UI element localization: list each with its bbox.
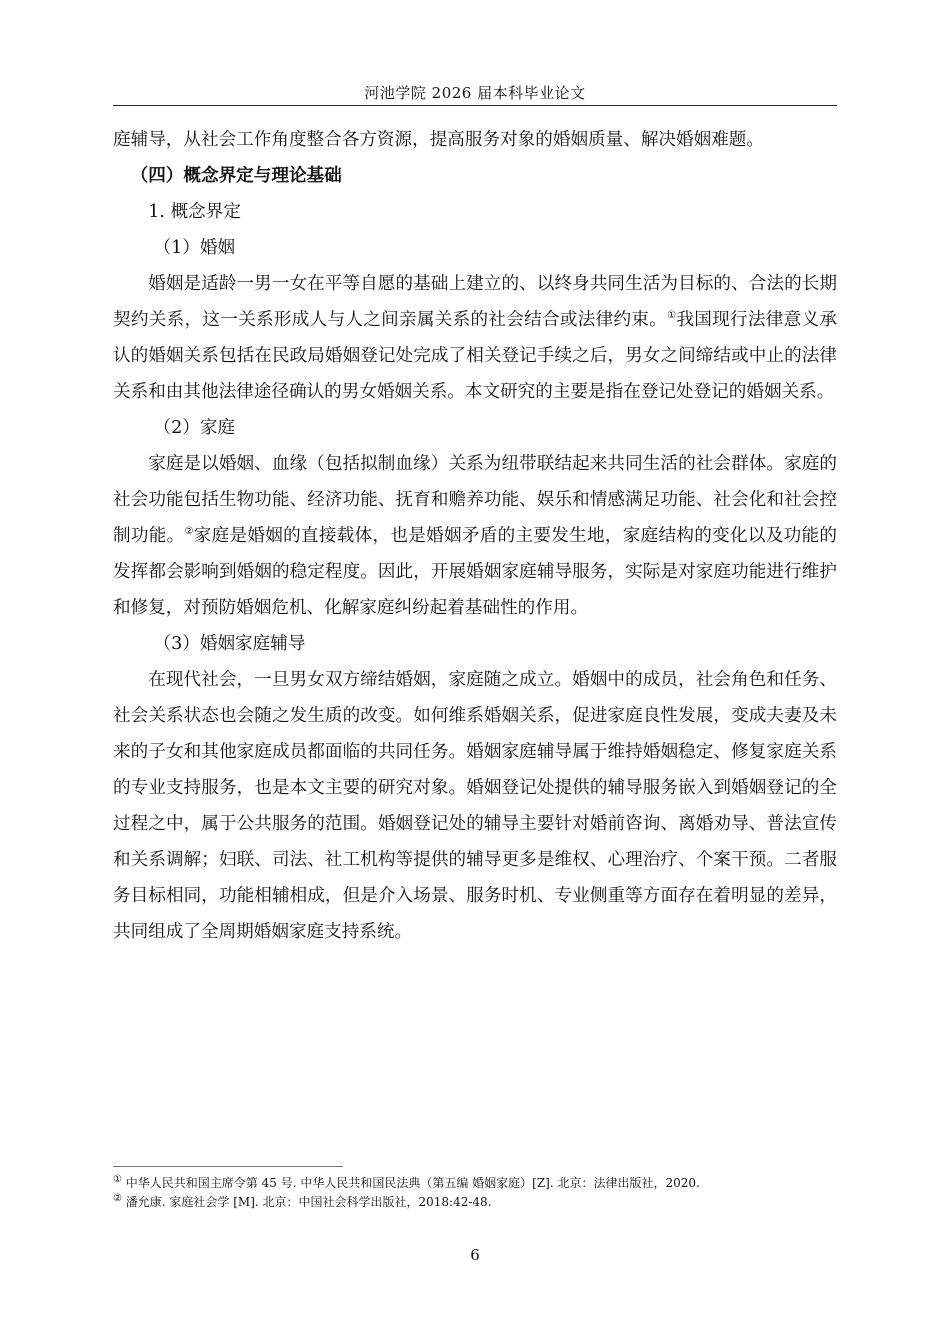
concept-heading-family: （2）家庭 bbox=[153, 418, 236, 438]
footnote-ref-1[interactable]: ① bbox=[667, 310, 677, 322]
section-heading: （四）概念界定与理论基础 bbox=[130, 165, 342, 186]
paragraph-family-part1: 家庭是以婚姻、血缘（包括拟制血缘）关系为纽带联结起来共同生活的社会群体。家庭的社会功能包括生物功能、经济功能、抚育和赡养功能、娱乐和情感满足功能、社会化和社会控制功能。 bbox=[113, 454, 837, 546]
paragraph-family bbox=[113, 446, 837, 626]
footnote-item bbox=[113, 1193, 837, 1212]
running-header: 河池学院 2026 届本科毕业论文 bbox=[364, 84, 586, 102]
footnote-text: 中华人民共和国主席令第 45 号. 中华人民共和国民法典（第五编 婚姻家庭）[Z]. 北京：法律出版社，2020. bbox=[125, 1176, 700, 1190]
footnote-text: 潘允康. 家庭社会学 [M]. 北京：中国社会科学出版社，2018:42-48. bbox=[125, 1195, 492, 1209]
paragraph-family-part2: 家庭是婚姻的直接载体，也是婚姻矛盾的主要发生地，家庭结构的变化以及功能的发挥都会影响到婚姻的稳定程度。因此，开展婚姻家庭辅导服务，实际是对家庭功能进行维护和修复，对预防婚姻危机、化解家庭纠纷起着基础性的作用。 bbox=[113, 526, 837, 618]
page-number: 6 bbox=[470, 1246, 480, 1264]
document-page bbox=[113, 0, 837, 1344]
paragraph-marriage-part2: 我国现行法律意义承认的婚姻关系包括在民政局婚姻登记处完成了相关登记手续之后，男女之间缔结或中止的法律关系和由其他法律途径确认的男女婚姻关系。本文研究的主要是指在登记处登记的婚姻关系。 bbox=[113, 310, 837, 402]
paragraph-marriage-part1: 婚姻是适龄一男一女在平等自愿的基础上建立的、以终身共同生活为目标的、合法的长期契约关系，这一关系形成人与人之间亲属关系的社会结合或法律约束。 bbox=[113, 274, 837, 330]
body-text bbox=[113, 122, 837, 950]
header-rule bbox=[113, 105, 837, 106]
paragraph-marriage bbox=[113, 266, 837, 410]
footnote-mark: ② bbox=[113, 1193, 122, 1204]
concept-heading-counseling: （3）婚姻家庭辅导 bbox=[153, 634, 306, 654]
footnotes bbox=[113, 1174, 837, 1212]
concept-heading-marriage: （1）婚姻 bbox=[153, 238, 236, 258]
footnote-mark: ① bbox=[113, 1174, 122, 1185]
footnote-rule bbox=[113, 1166, 343, 1167]
paragraph-counseling: 在现代社会，一旦男女双方缔结婚姻，家庭随之成立。婚姻中的成员，社会角色和任务、社会关系状态也会随之发生质的改变。如何维系婚姻关系，促进家庭良性发展，变成夫妻及未来的子女和其他家庭成员都面临的共同任务。婚姻家庭辅导属于维持婚姻稳定、修复家庭关系的专业支持服务，也是本文主要的研究对象。婚姻登记处提供的辅导服务嵌入到婚姻登记的全过程之中，属于公共服务的范围。婚姻登记处的辅导主要针对婚前咨询、离婚劝导、普法宣传和关系调解；妇联、司法、社工机构等提供的辅导更多是维权、心理治疗、个案干预。二者服务目标相同，功能相辅相成，但是介入场景、服务时机、专业侧重等方面存在着明显的差异，共同组成了全周期婚姻家庭支持系统。 bbox=[113, 670, 837, 942]
paragraph-continued: 庭辅导，从社会工作角度整合各方资源，提高服务对象的婚姻质量、解决婚姻难题。 bbox=[113, 130, 764, 150]
footnote-item bbox=[113, 1174, 837, 1193]
footnote-ref-2[interactable]: ② bbox=[184, 526, 194, 538]
subsection-heading: 1. 概念界定 bbox=[148, 202, 241, 222]
